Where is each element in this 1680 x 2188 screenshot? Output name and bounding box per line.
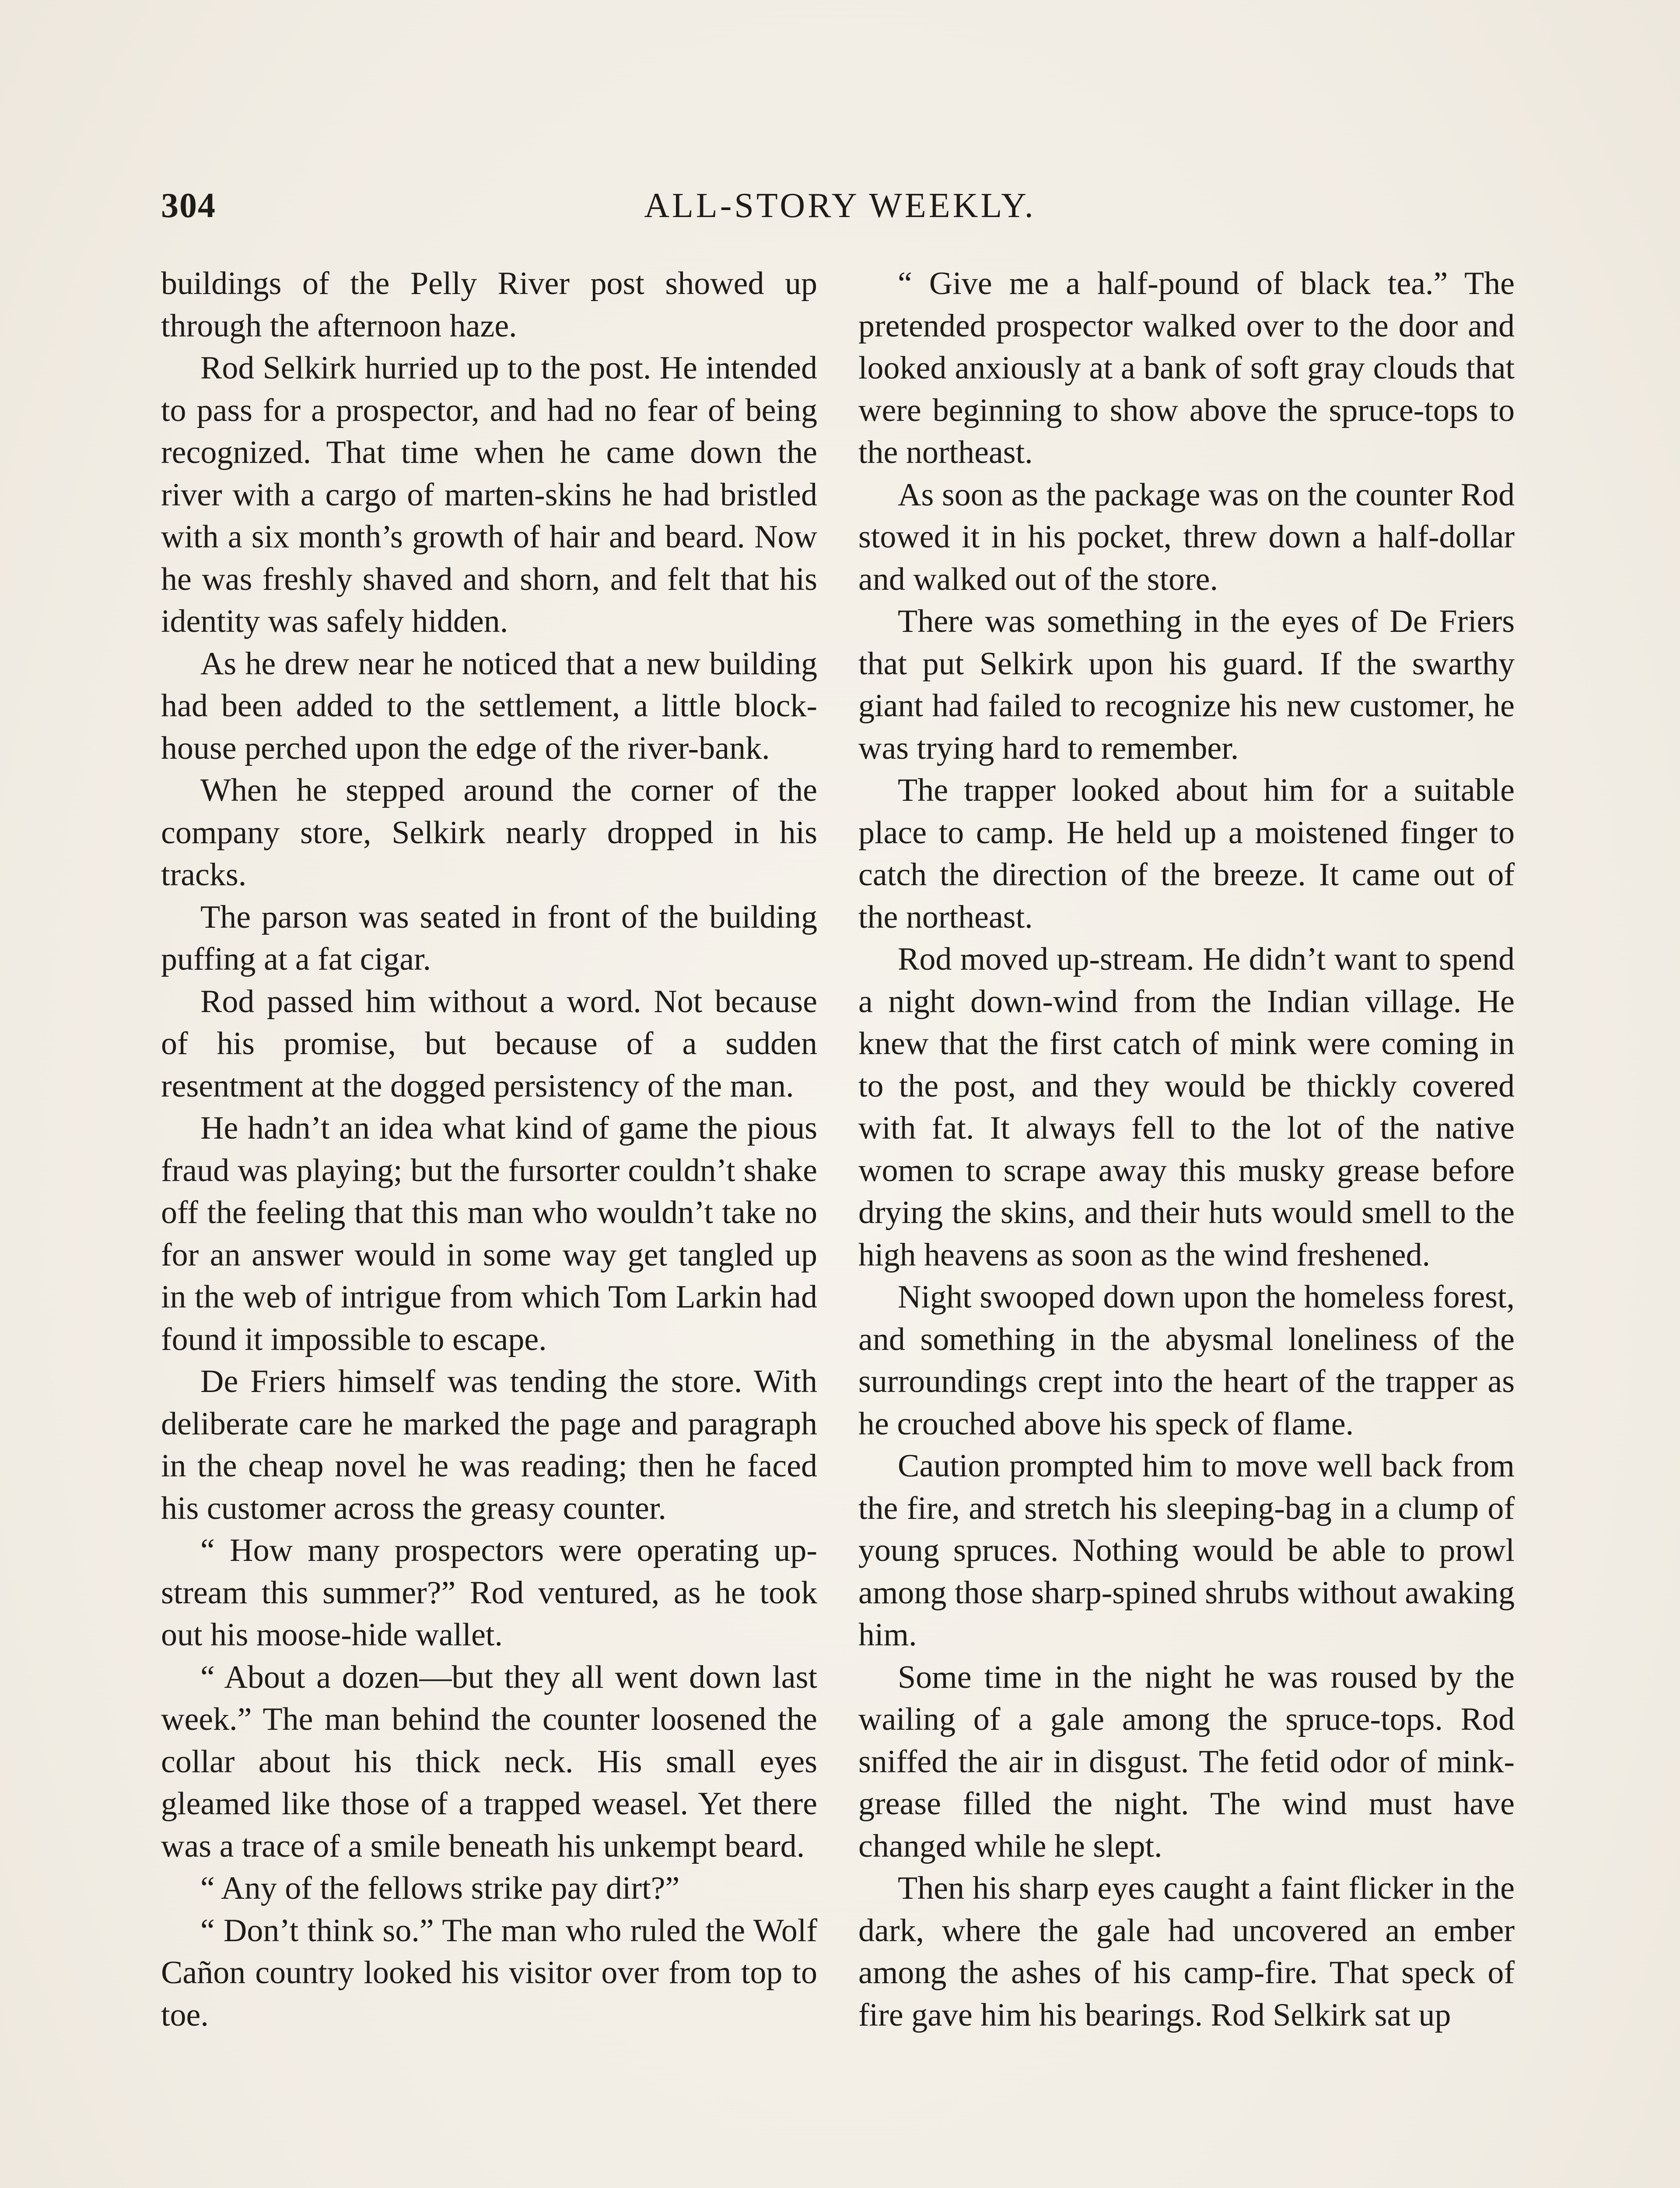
paragraph: The trapper looked about him for a suitable place to camp. He held up a moistened finger to catch the direction of the breeze. It came out of the northeast.: [858, 772, 1515, 935]
paragraph: Rod moved up-stream. He didn’t want to spend a night down-wind from the Indian village. He knew that the first catch of mink were coming in to the post, and they would be thickly covered with fat. It always fell to the lot of the native women to scrape away this musky grease before drying the skins, and their huts would smell to the high heavens as soon as the wind freshened.: [858, 941, 1515, 1273]
paragraph: When he stepped around the corner of the company store, Selkirk nearly dropped in his tracks.: [161, 772, 817, 893]
paragraph: “ Any of the fellows strike pay dirt?”: [200, 1870, 680, 1906]
page-number: 304: [161, 186, 216, 225]
paragraph: De Friers himself was tending the store. With deliberate care he marked the page and paragraph in the cheap novel he was reading; then he faced his customer across the greasy counter.: [161, 1364, 817, 1526]
paragraph: “ Don’t think so.” The man who ruled the Wolf Cañon country looked his visitor over from top to toe.: [161, 1912, 817, 2033]
paragraph: As he drew near he noticed that a new building had been added to the settlement, a little block-house perched upon the edge of the river-bank.: [161, 645, 817, 766]
paragraph: Rod passed him without a word. Not because of his promise, but because of a sudden resentment at the dogged persistency of the man.: [161, 983, 817, 1104]
paragraph: Night swooped down upon the homeless forest, and something in the abysmal loneliness of the surroundings crept into the heart of the trapper as he crouched above his speck of flame.: [858, 1279, 1515, 1442]
paragraph: As soon as the package was on the counter Rod stowed it in his pocket, threw down a half-dollar and walked out of the store.: [858, 477, 1515, 597]
paragraph: Some time in the night he was roused by the wailing of a gale among the spruce-tops. Rod sniffed the air in disgust. The fetid odor of mink-grease filled the night. The wind must have changed while he slept.: [858, 1659, 1515, 1864]
right-column: [858, 263, 1515, 2036]
paragraph: Rod Selkirk hurried up to the post. He intended to pass for a prospector, and had no fear of being recognized. That time when he came down the river with a cargo of marten-skins he had bristled with a six month’s growth of hair and beard. Now he was freshly shaved and shorn, and felt that his identity was safely hidden.: [161, 350, 817, 639]
paragraph: There was something in the eyes of De Friers that put Selkirk upon his guard. If the swarthy giant had failed to recognize his new customer, he was trying hard to remember.: [858, 603, 1515, 766]
running-head: ALL-STORY WEEKLY.: [644, 186, 1036, 225]
paragraph: The parson was seated in front of the building puffing at a fat cigar.: [161, 899, 817, 977]
paragraph: buildings of the Pelly River post showed up through the afternoon haze.: [161, 266, 817, 344]
paragraph: “ About a dozen—but they all went down last week.” The man behind the counter loosened the collar about his thick neck. His small eyes gleamed like those of a trapped weasel. Yet there was a trace of a smile beneath his unkempt beard.: [161, 1659, 817, 1864]
paragraph: “ How many prospectors were operating up-stream this summer?” Rod ventured, as he took out his moose-hide wallet.: [161, 1532, 817, 1653]
paragraph: Caution prompted him to move well back from the fire, and stretch his sleeping-bag in a clump of young spruces. Nothing would be able to prowl among those sharp-spined shrubs without awaking him.: [858, 1448, 1515, 1653]
paragraph: He hadn’t an idea what kind of game the pious fraud was playing; but the fursorter couldn’t shake off the feeling that this man who wouldn’t take no for an answer would in some way get tangled up in the web of intrigue from which Tom Larkin had found it impossible to escape.: [161, 1110, 817, 1357]
left-column: [161, 263, 817, 2036]
paragraph: Then his sharp eyes caught a faint flicker in the dark, where the gale had uncovered an ember among the ashes of his camp-fire. That speck of fire gave him his bearings. Rod Selkirk sat up: [858, 1870, 1515, 2033]
paragraph: “ Give me a half-pound of black tea.” The pretended prospector walked over to the door and looked anxiously at a bank of soft gray clouds that were beginning to show above the spruce-tops to the northeast.: [858, 266, 1515, 470]
